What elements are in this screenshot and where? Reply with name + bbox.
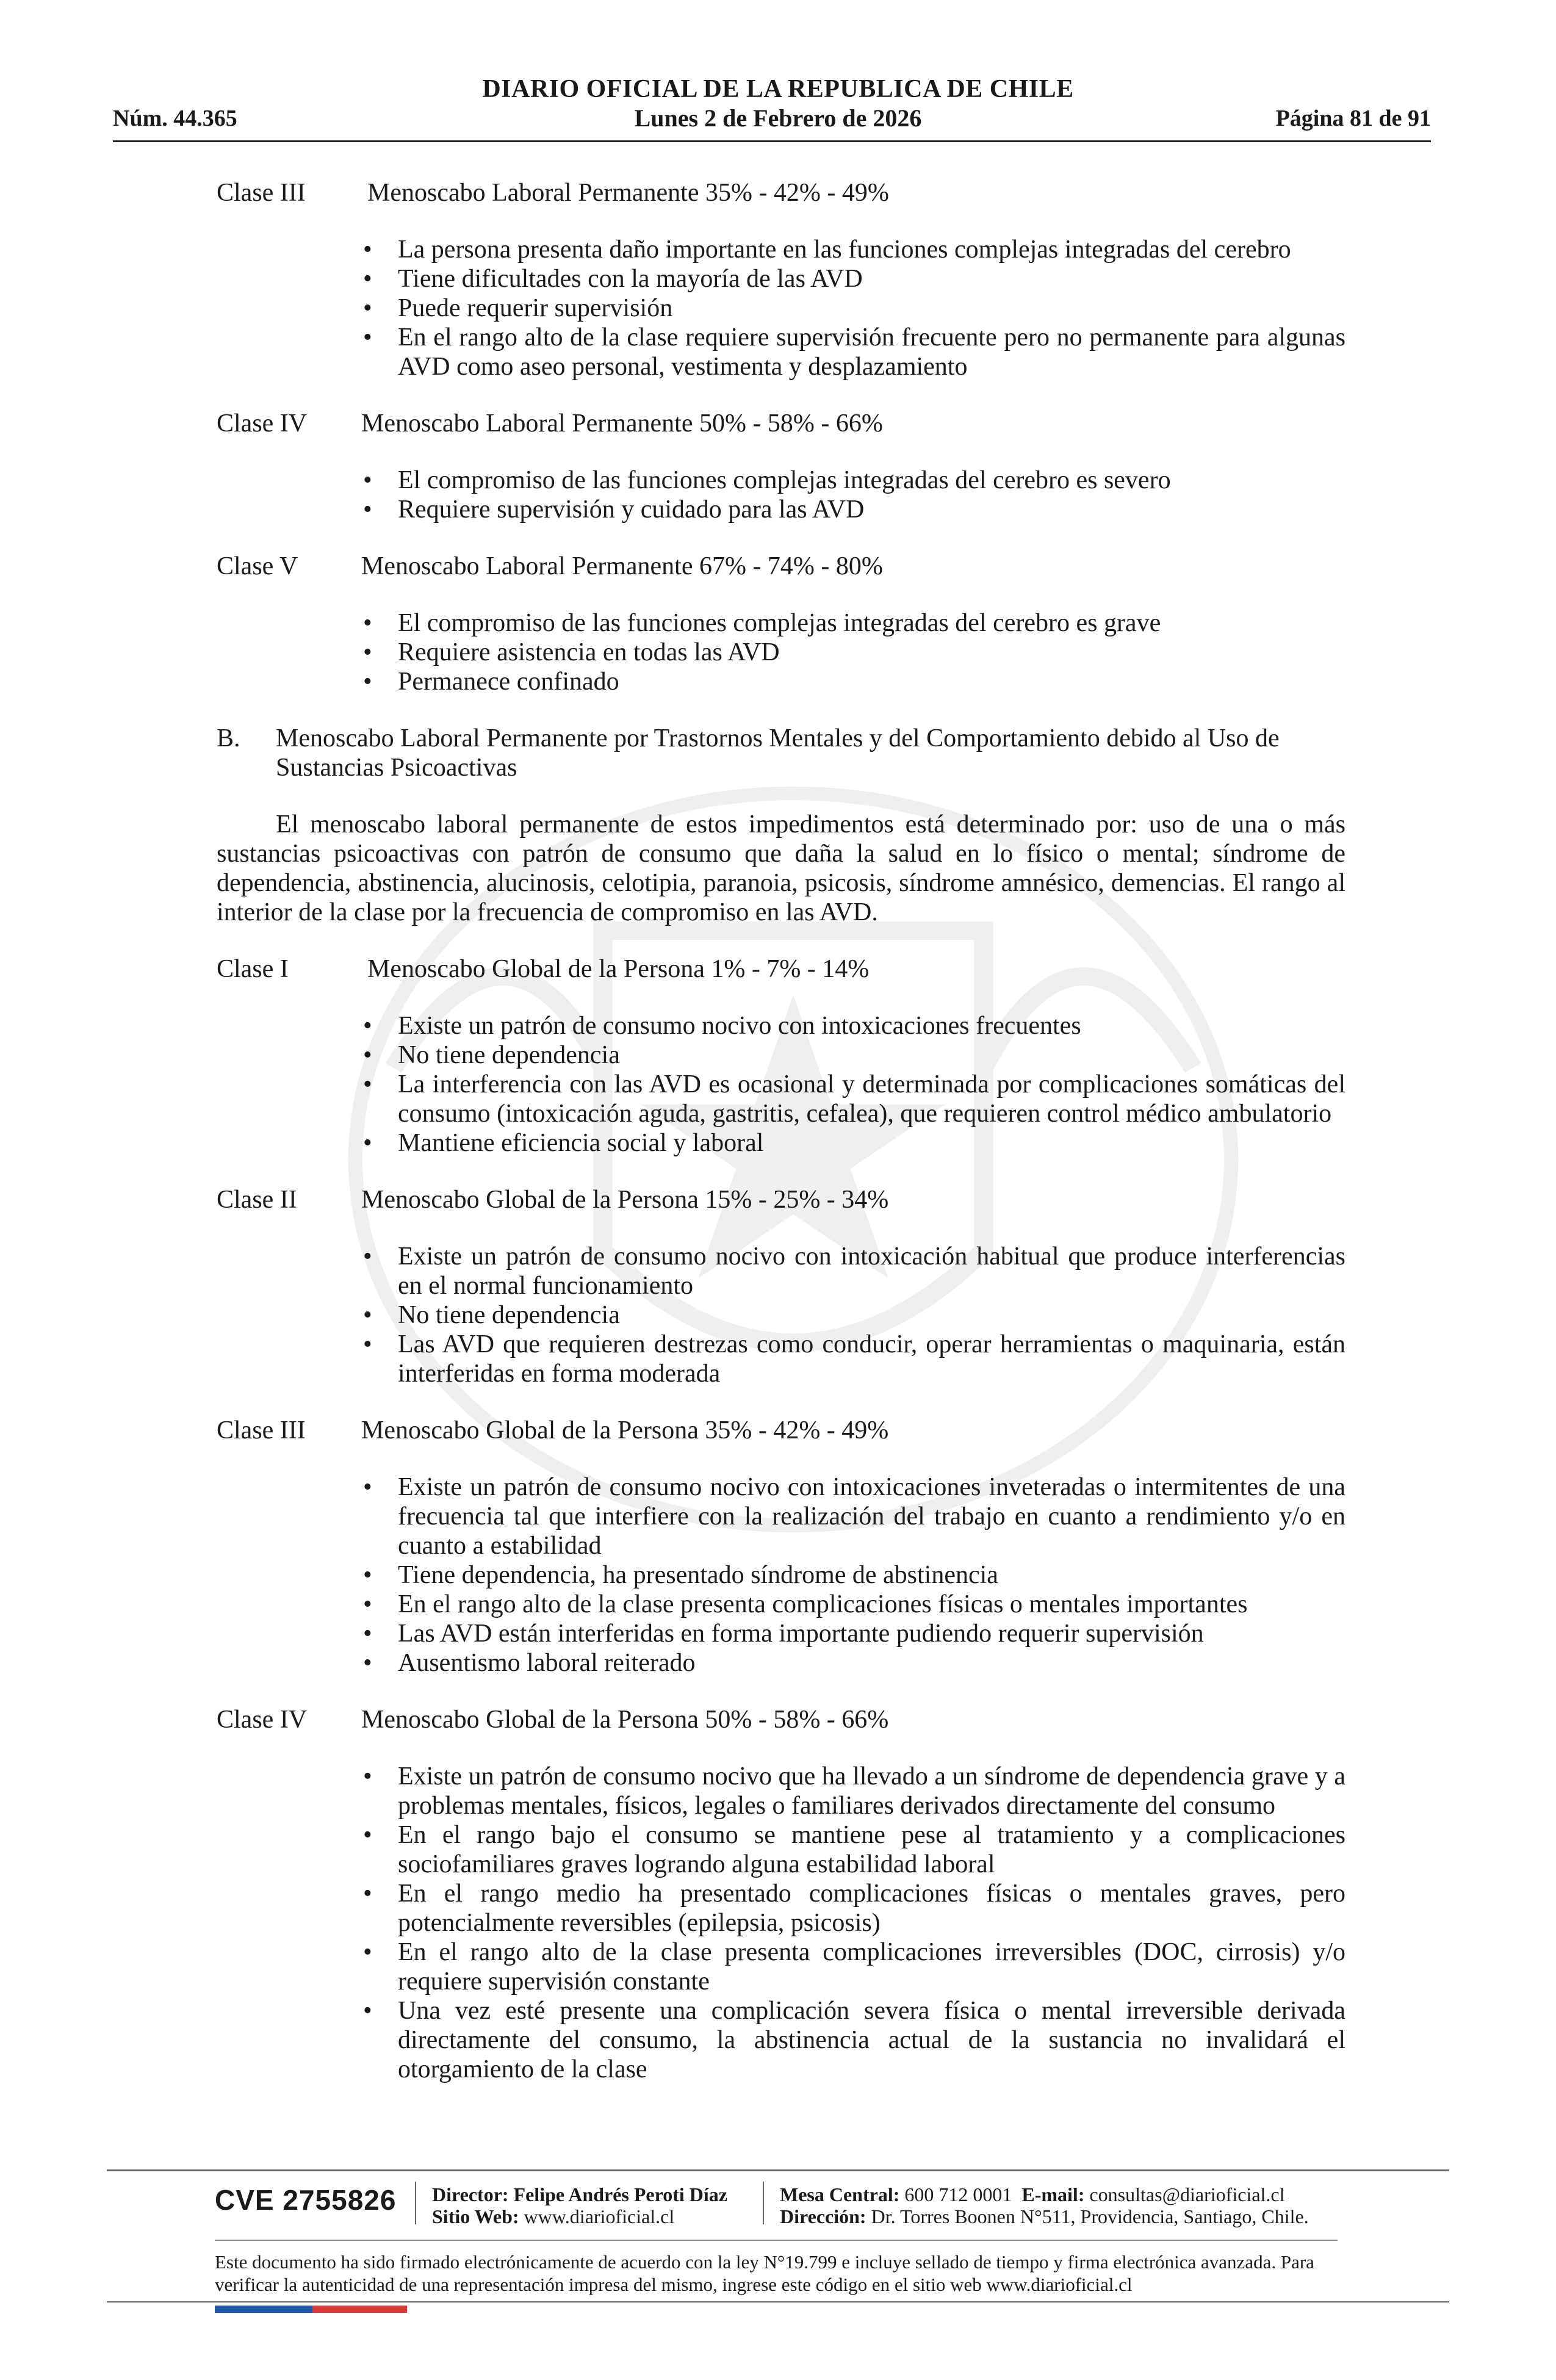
list-item: • Puede requerir supervisión [398, 294, 1345, 323]
class-label: Clase II [217, 1186, 297, 1214]
class-block [217, 1185, 1345, 1388]
list-item: • En el rango bajo el consumo se mantiene pese al tratamiento y a complicaciones sociofamiliares graves logrando alguna estabilidad laboral [398, 1820, 1345, 1879]
list-item: • Existe un patrón de consumo nocivo con intoxicaciones frecuentes [398, 1011, 1345, 1040]
website-label: Sitio Web: [432, 2205, 519, 2227]
address-text: Dr. Torres Boonen N°511, Providencia, Santiago, Chile. [871, 2205, 1309, 2227]
issue-number: Núm. 44.365 [113, 106, 237, 131]
flag-bar-red [312, 2306, 407, 2313]
class-block [217, 552, 1345, 696]
list-item: • Las AVD están interferidas en forma importante pudiendo requerir supervisión [398, 1619, 1345, 1648]
phone-label: Mesa Central: [780, 2183, 900, 2205]
section-title: Menoscabo Laboral Permanente por Trastornos Mentales y del Comportamiento debido al Uso de Sustancias Psicoactivas [276, 724, 1280, 782]
header-divider [113, 140, 1431, 142]
list-item: • En el rango medio ha presentado complicaciones físicas o mentales graves, pero potencialmente reversibles (epilepsia, psicosis) [398, 1879, 1345, 1938]
list-item: • Mantiene eficiencia social y laboral [398, 1128, 1345, 1158]
list-item: • Requiere supervisión y cuidado para las AVD [398, 495, 1345, 524]
director-name: Felipe Andrés Peroti Díaz [513, 2183, 727, 2205]
list-item: • En el rango alto de la clase presenta complicaciones irreversibles (DOC, cirrosis) y/o requiere supervisión constante [398, 1938, 1345, 1996]
list-item: • Una vez esté presente una complicación severa física o mental irreversible derivada directamente del consumo, la abstinencia actual de la sustancia no invalidará el otorgamiento de la clase [398, 1996, 1345, 2084]
list-item: • El compromiso de las funciones complejas integradas del cerebro es severo [398, 466, 1345, 495]
director-label: Director: [432, 2183, 509, 2205]
list-item: • Existe un patrón de consumo nocivo que ha llevado a un síndrome de dependencia grave y a problemas mentales, físicos, legales o familiares derivados directamente del consumo [398, 1762, 1345, 1820]
list-item: • Ausentismo laboral reiterado [398, 1648, 1345, 1678]
list-item: • El compromiso de las funciones complejas integradas del cerebro es grave [398, 608, 1345, 638]
criteria-list [217, 235, 1345, 381]
class-block [217, 1416, 1345, 1678]
class-label: Clase III [217, 179, 306, 207]
cve-code: CVE 2755826 [215, 2184, 397, 2216]
signature-notice: Este documento ha sido firmado electrónicamente de acuerdo con la ley N°19.799 e incluye sellado de tiempo y firma electrónica avanzada. Para verificar la autenticidad de una representación impresa del mismo, ingrese este código en el sitio web www.diarioficial.cl [215, 2251, 1314, 2295]
criteria-list [217, 466, 1345, 524]
class-block [217, 178, 1345, 381]
class-heading [217, 1185, 1345, 1214]
class-range: Menoscabo Laboral Permanente 50% - 58% - 66% [361, 409, 883, 438]
footer-divider [215, 2240, 1338, 2241]
class-heading [217, 552, 1345, 581]
class-range: Menoscabo Global de la Persona 35% - 42% - 49% [361, 1416, 889, 1444]
list-item: • En el rango alto de la clase requiere supervisión frecuente pero no permanente para algunas AVD como aseo personal, vestimenta y desplazamiento [398, 323, 1345, 381]
list-item: • Tiene dependencia, ha presentado síndrome de abstinencia [398, 1560, 1345, 1590]
class-range: Menoscabo Global de la Persona 1% - 7% - 14% [367, 955, 870, 983]
list-item: • En el rango alto de la clase presenta complicaciones físicas o mentales importantes [398, 1590, 1345, 1619]
flag-bar-blue [215, 2306, 312, 2313]
class-range: Menoscabo Laboral Permanente 35% - 42% - 49% [367, 179, 889, 207]
class-heading [217, 409, 1345, 438]
list-item: • Existe un patrón de consumo nocivo con intoxicación habitual que produce interferencias en el normal funcionamiento [398, 1242, 1345, 1300]
issue-date: Lunes 2 de Febrero de 2026 [634, 104, 922, 132]
criteria-list [217, 608, 1345, 696]
address-label: Dirección: [780, 2205, 866, 2227]
section-heading [217, 724, 1345, 782]
document-body [217, 178, 1345, 2084]
class-label: Clase I [217, 955, 289, 983]
criteria-list [217, 1762, 1345, 2084]
footer-director-block [432, 2183, 727, 2227]
phone-number: 600 712 0001 [904, 2183, 1012, 2205]
list-item: • Permanece confinado [398, 667, 1345, 696]
footer-divider [107, 2169, 1449, 2171]
class-heading [217, 178, 1345, 207]
list-item: • La persona presenta daño importante en las funciones complejas integradas del cerebro [398, 235, 1345, 264]
class-block [217, 954, 1345, 1158]
list-item: • No tiene dependencia [398, 1300, 1345, 1330]
class-label: Clase V [217, 552, 298, 580]
section-letter: B. [217, 724, 240, 752]
footer-separator [763, 2182, 764, 2224]
list-item: • Tiene dificultades con la mayoría de las AVD [398, 264, 1345, 294]
list-item: • La interferencia con las AVD es ocasional y determinada por complicaciones somáticas del consumo (intoxicación aguda, gastritis, cefalea), que requieren control médico ambulatorio [398, 1070, 1345, 1128]
class-label: Clase III [217, 1416, 306, 1444]
class-range: Menoscabo Global de la Persona 15% - 25% - 34% [361, 1186, 889, 1214]
class-label: Clase IV [217, 409, 308, 438]
list-item: • Existe un patrón de consumo nocivo con intoxicaciones inveteradas o intermitentes de una frecuencia tal que interfiere con la realización del trabajo en cuanto a rendimiento y/o en cuanto a estabilidad [398, 1473, 1345, 1560]
footer-separator [415, 2182, 416, 2224]
criteria-list [217, 1242, 1345, 1388]
list-item: • No tiene dependencia [398, 1040, 1345, 1070]
class-range: Menoscabo Laboral Permanente 67% - 74% - 80% [361, 552, 883, 580]
class-label: Clase IV [217, 1706, 308, 1734]
criteria-list [217, 1473, 1345, 1678]
footer-contact-block [780, 2183, 1309, 2227]
newspaper-title: DIARIO OFICIAL DE LA REPUBLICA DE CHILE [482, 75, 1074, 103]
class-heading [217, 954, 1345, 984]
class-heading [217, 1705, 1345, 1734]
criteria-list [217, 1011, 1345, 1158]
list-item: • Requiere asistencia en todas las AVD [398, 638, 1345, 667]
class-block [217, 409, 1345, 524]
section-paragraph: El menoscabo laboral permanente de estos impedimentos está determinado por: uso de una o más sustancias psicoactivas con patrón de consumo que daña la salud en lo físico o mental; síndrome de dependencia, abstinencia, alucinosis, celotipia, paranoia, psicosis, síndrome amnésico, demencias. El rango al interior de la clase por la frecuencia de compromiso en las AVD. [217, 810, 1345, 926]
footer-divider [107, 2301, 1449, 2302]
class-range: Menoscabo Global de la Persona 50% - 58% - 66% [361, 1706, 889, 1734]
email-label: E-mail: [1021, 2183, 1085, 2205]
email-link[interactable]: consultas@diarioficial.cl [1089, 2183, 1285, 2205]
class-block [217, 1705, 1345, 2084]
class-heading [217, 1416, 1345, 1445]
website-link[interactable]: www.diarioficial.cl [524, 2205, 675, 2227]
list-item: • Las AVD que requieren destrezas como conducir, operar herramientas o maquinaria, están interferidas en forma moderada [398, 1330, 1345, 1388]
page-indicator: Página 81 de 91 [1275, 106, 1431, 131]
